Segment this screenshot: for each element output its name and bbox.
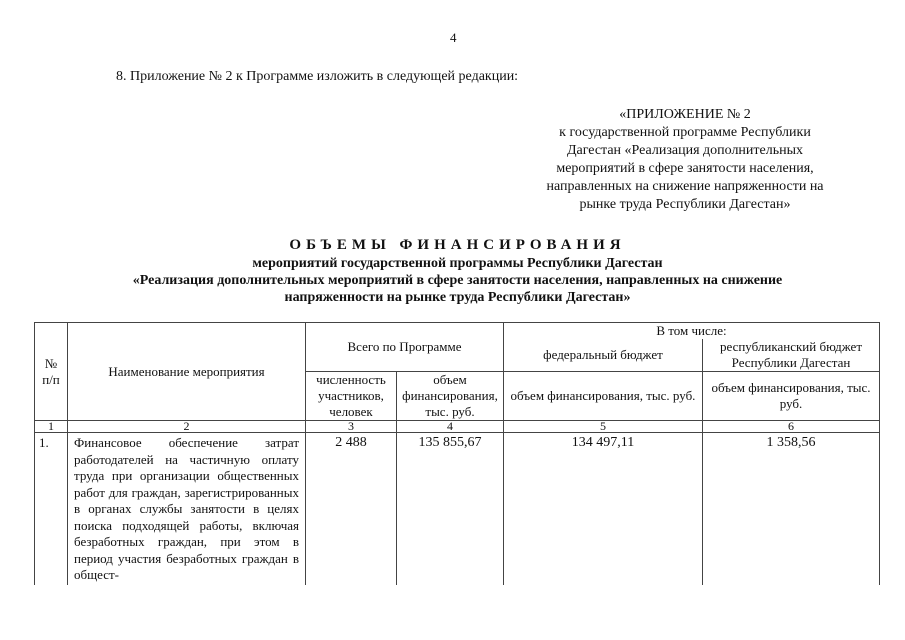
- header-name: Наименование мероприятия: [68, 323, 306, 421]
- document-heading: [60, 235, 855, 306]
- intro-paragraph: 8. Приложение № 2 к Программе изложить в следующей редакции:: [116, 69, 519, 84]
- column-number: 2: [68, 421, 306, 433]
- page-number: 4: [450, 30, 457, 45]
- column-number: 6: [703, 421, 880, 433]
- table-header-row: [35, 323, 880, 340]
- table-row: [35, 433, 880, 586]
- financing-table: [34, 322, 880, 585]
- header-including: В том числе:: [504, 323, 880, 340]
- column-number: 4: [397, 421, 504, 433]
- heading-line: «Реализация дополнительных мероприятий в сфере занятости населения, направленных на снижение: [132, 273, 783, 288]
- row-number: 1.: [35, 433, 68, 586]
- column-number: 5: [504, 421, 703, 433]
- header-federal: федеральный бюджет: [504, 339, 703, 372]
- header-participants: численность участников, человек: [306, 372, 397, 421]
- activity-name: Финансовое обеспечение затрат работодателей на частичную оплату труда при организации общественных работ для граждан, зарегистрированных в органах службы занятости в целях поиска подходящей работы, включая безработных граждан, при этом в период участия безработных граждан в общест-: [68, 433, 306, 586]
- column-number-row: [35, 421, 880, 433]
- appendix-line: «ПРИЛОЖЕНИЕ № 2: [619, 107, 751, 122]
- appendix-line: Дагестан «Реализация дополнительных: [566, 143, 804, 158]
- column-number: 1: [35, 421, 68, 433]
- header-volume: объем финансирования, тыс. руб.: [397, 372, 504, 421]
- republic-volume-value: 1 358,56: [703, 433, 880, 586]
- participants-value: 2 488: [306, 433, 397, 586]
- header-total: Всего по Программе: [306, 323, 504, 372]
- header-republic: республиканский бюджет Республики Дагестан: [703, 339, 880, 372]
- column-number: 3: [306, 421, 397, 433]
- header-federal-volume: объем финансирования, тыс. руб.: [504, 372, 703, 421]
- appendix-line: рынке труда Республики Дагестан»: [579, 197, 791, 212]
- appendix-line: к государственной программе Республики: [559, 125, 811, 140]
- appendix-line: мероприятий в сфере занятости населения,: [556, 161, 814, 176]
- header-republic-volume: объем финансирования, тыс. руб.: [703, 372, 880, 421]
- heading-line: мероприятий государственной программы Республики Дагестан: [252, 256, 663, 271]
- heading-title: ОБЪЕМЫ ФИНАНСИРОВАНИЯ: [289, 237, 626, 253]
- header-num: № п/п: [35, 323, 68, 421]
- federal-volume-value: 134 497,11: [504, 433, 703, 586]
- appendix-reference: [520, 106, 850, 214]
- heading-line: напряженности на рынке труда Республики Дагестан»: [284, 290, 631, 305]
- appendix-line: направленных на снижение напряженности на: [546, 179, 824, 194]
- total-volume-value: 135 855,67: [397, 433, 504, 586]
